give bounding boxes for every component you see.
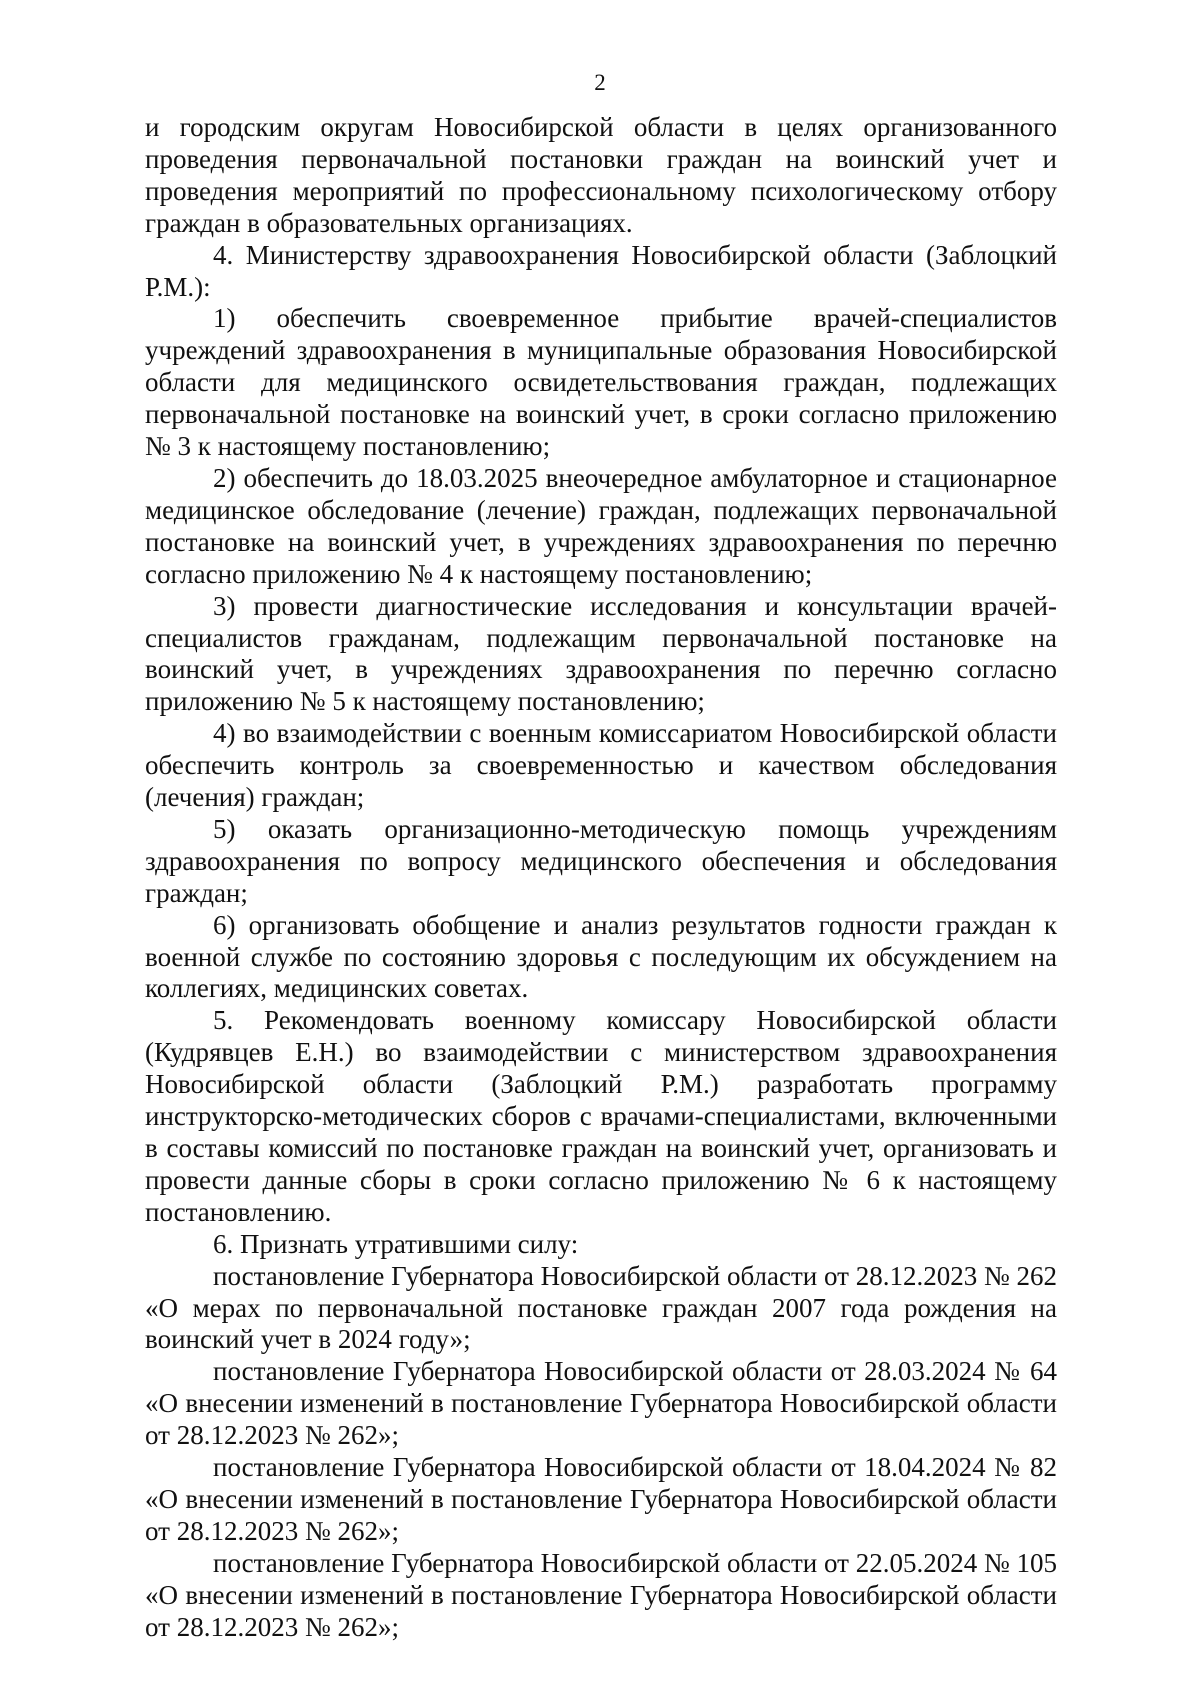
paragraph-subitem-1: 1) обеспечить своевременное прибытие врачей-специалистов учреждений здравоохранения в муниципальные образования Новосибирской области для медицинского освидетельствования граждан, подлежащих первоначальной постановке на воинский учет, в сроки согласно приложению № 3 к настоящему постановлению; [145, 303, 1057, 462]
paragraph-subitem-2: 2) обеспечить до 18.03.2025 внеочередное амбулаторное и стационарное медицинское обследование (лечение) граждан, подлежащих первоначальной постановке на воинский учет, в учреждениях здравоохранения по перечню согласно приложению № 4 к настоящему постановлению; [145, 462, 1057, 589]
paragraph-repealed-act-262: постановление Губернатора Новосибирской области от 28.12.2023 № 262 «О мерах по первоначальной постановке граждан 2007 года рождения на воинский учет в 2024 году»; [145, 1260, 1057, 1355]
document-body [145, 112, 1057, 1644]
paragraph-item-6-repeal: 6. Признать утратившими силу: [213, 1228, 579, 1259]
paragraph-item-4-ministry: 4. Министерству здравоохранения Новосибирской области (Заблоцкий Р.М.): [145, 239, 1057, 302]
page-number: 2 [594, 70, 606, 95]
paragraph-subitem-3: 3) провести диагностические исследования и консультации врачей-специалистов гражданам, подлежащим первоначальной постановке на воинский учет, в учреждениях здравоохранения по перечню согласно приложению № 5 к настоящему постановлению; [145, 590, 1057, 717]
paragraph-item-5-recommend: 5. Рекомендовать военному комиссару Новосибирской области (Кудрявцев Е.Н.) во взаимодействии с министерством здравоохранения Новосибирской области (Заблоцкий Р.М.) разработать программу инструкторско-методических сборов с врачами-специалистами, включенными в составы комиссий по постановке граждан на воинский учет, организовать и провести данные сборы в сроки согласно приложению № 6 к настоящему постановлению. [145, 1005, 1057, 1227]
paragraph-repealed-act-64: постановление Губернатора Новосибирской области от 28.03.2024 № 64 «О внесении изменений в постановление Губернатора Новосибирской области от 28.12.2023 № 262»; [145, 1356, 1057, 1451]
paragraph-subitem-5: 5) оказать организационно-методическую помощь учреждениям здравоохранения по вопросу медицинского обеспечения и обследования граждан; [145, 813, 1057, 908]
paragraph-continuation: и городским округам Новосибирской области в целях организованного проведения первоначальной постановки граждан на воинский учет и проведения мероприятий по профессиональному психологическому отбору граждан в образовательных организациях. [145, 112, 1057, 238]
paragraph-subitem-4: 4) во взаимодействии с военным комиссариатом Новосибирской области обеспечить контроль за своевременностью и качеством обследования (лечения) граждан; [145, 718, 1057, 813]
paragraph-repealed-act-105: постановление Губернатора Новосибирской области от 22.05.2024 № 105 «О внесении изменений в постановление Губернатора Новосибирской области от 28.12.2023 № 262»; [145, 1547, 1057, 1642]
paragraph-subitem-6: 6) организовать обобщение и анализ результатов годности граждан к военной службе по состоянию здоровья с последующим их обсуждением на коллегиях, медицинских советах. [145, 909, 1057, 1004]
paragraph-repealed-act-82: постановление Губернатора Новосибирской области от 18.04.2024 № 82 «О внесении изменений в постановление Губернатора Новосибирской области от 28.12.2023 № 262»; [145, 1452, 1057, 1546]
